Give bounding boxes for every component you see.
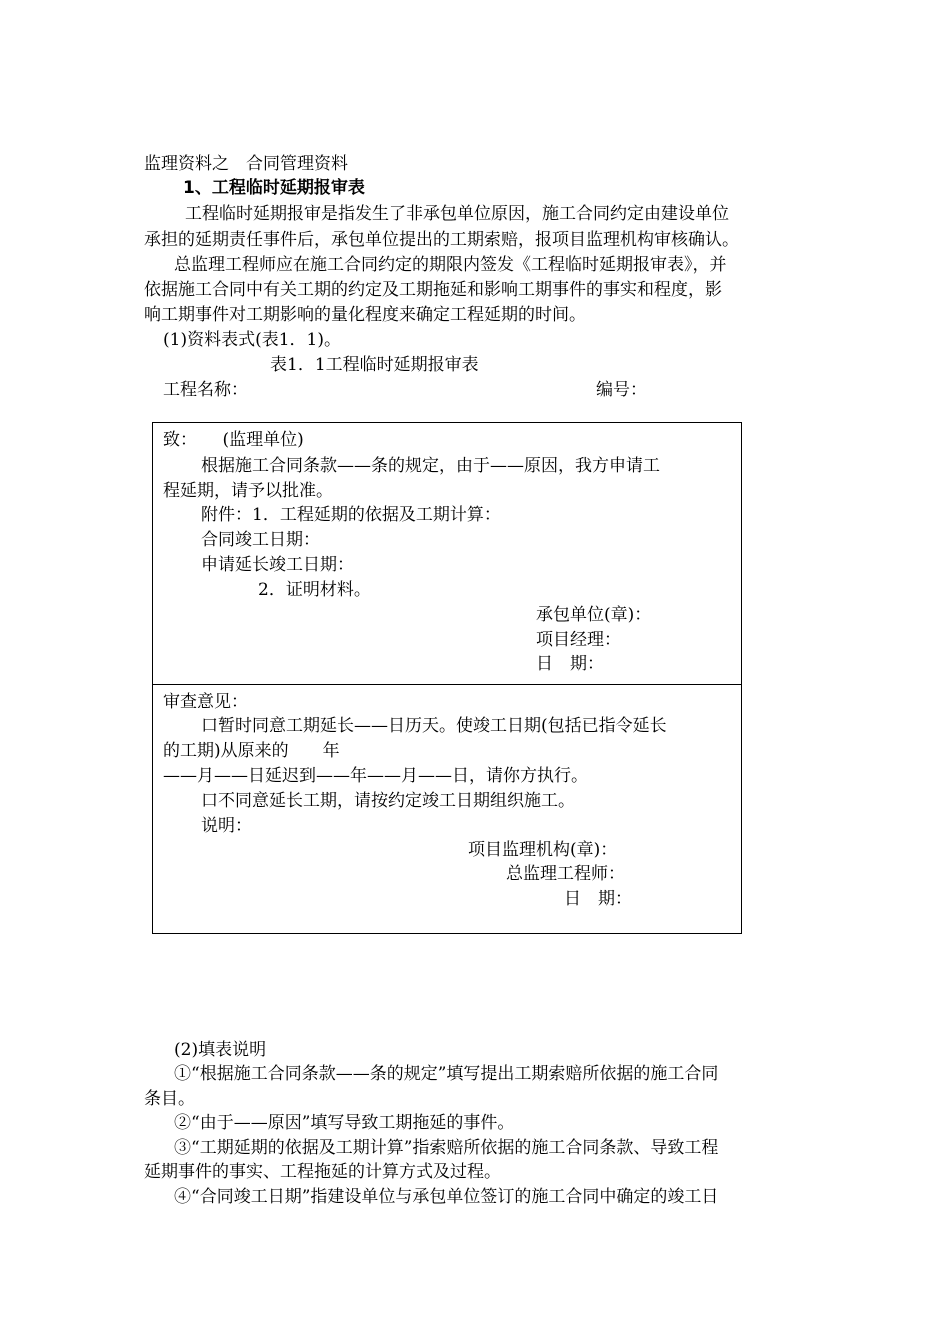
intro-paragraph-1-line-2: 承担的延期责任事件后，承包单位提出的工期索赔，报项目监理机构审核确认。 <box>144 230 739 250</box>
form-attachment-2: 2．证明材料。 <box>258 580 371 600</box>
intro-paragraph-2-line-2: 依据施工合同中有关工期的约定及工期拖延和影响工期事件的事实和程度，影 <box>144 280 722 300</box>
instruction-1-line-1: ①“根据施工合同条款——条的规定”填写提出工期索赔所依据的施工合同 <box>174 1064 719 1084</box>
form-body-line-1: 根据施工合同条款——条的规定，由于——原因，我方申请工 <box>201 456 660 476</box>
table-caption: 表1．1工程临时延期报审表 <box>270 355 479 375</box>
instructions-heading: (2)填表说明 <box>174 1040 267 1060</box>
intro-paragraph-2-line-1: 总监理工程师应在施工合同约定的期限内签发《工程临时延期报审表》，并 <box>174 255 727 275</box>
section-title: 1、工程临时延期报审表 <box>183 178 365 198</box>
doc-heading: 监理资料之 合同管理资料 <box>144 154 348 174</box>
form-review-label: 审查意见： <box>163 692 248 712</box>
form-to-line: 致： (监理单位) <box>163 430 304 450</box>
form-manager: 项目经理： <box>536 630 621 650</box>
instruction-3-line-1: ③“工期延期的依据及工期计算”指索赔所依据的施工合同条款、导致工程 <box>174 1138 719 1158</box>
instruction-3-line-2: 延期事件的事实、工程拖延的计算方式及过程。 <box>144 1162 501 1182</box>
form-body-line-2: 程延期，请予以批准。 <box>163 481 333 501</box>
instruction-1-line-2: 条目。 <box>144 1089 195 1109</box>
instruction-2: ②“由于——原因”填写导致工期拖延的事件。 <box>174 1113 515 1133</box>
form-contractor: 承包单位(章)： <box>536 605 652 625</box>
form-supervisor-org: 项目监理机构(章)： <box>468 840 618 860</box>
form-review-line-4: 口不同意延长工期，请按约定竣工日期组织施工。 <box>201 791 575 811</box>
project-name-label: 工程名称： <box>163 380 248 400</box>
form-intro: (1)资料表式(表1．1)。 <box>163 330 341 350</box>
form-date-2: 日 期： <box>564 889 632 909</box>
intro-paragraph-2-line-3: 响工期事件对工期影响的量化程度来确定工程延期的时间。 <box>144 305 586 325</box>
form-chief-engineer: 总监理工程师： <box>506 864 625 884</box>
form-review-line-1: 口暂时同意工期延长——日历天。使竣工日期(包括已指令延长 <box>201 716 667 736</box>
form-review-line-2: 的工期)从原来的 年 <box>163 741 340 761</box>
form-apply-date: 申请延长竣工日期： <box>201 555 354 575</box>
form-contract-date: 合同竣工日期： <box>201 530 320 550</box>
form-date-1: 日 期： <box>536 654 604 674</box>
form-attachment-1: 附件：1．工程延期的依据及工期计算： <box>201 505 501 525</box>
form-note: 说明： <box>201 816 252 836</box>
instruction-4-line-1: ④“合同竣工日期”指建设单位与承包单位签订的施工合同中确定的竣工日 <box>174 1187 719 1207</box>
form-review-line-3: ——月——日延迟到——年——月——日，请你方执行。 <box>163 766 588 786</box>
intro-paragraph-1-line-1: 工程临时延期报审是指发生了非承包单位原因，施工合同约定由建设单位 <box>185 204 729 224</box>
number-label: 编号： <box>596 380 647 400</box>
form-divider <box>153 684 741 685</box>
